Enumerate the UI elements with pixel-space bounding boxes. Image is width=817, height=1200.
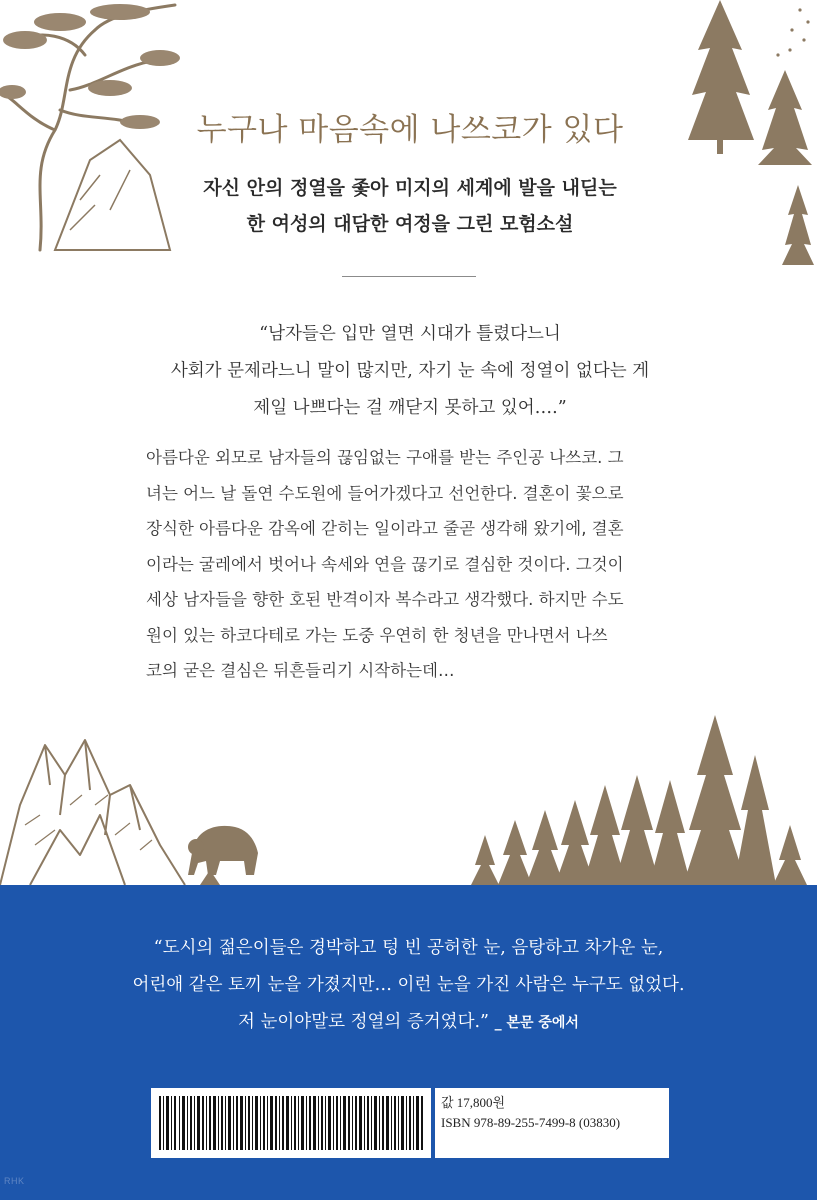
forest-illustration (465, 715, 817, 887)
fir-trees-illustration-top-right (680, 0, 817, 275)
synopsis-line: 장식한 아름다운 감옥에 갇히는 일이라고 줄곧 생각해 왔기에, 결혼 (146, 519, 624, 538)
price-label: 값 17,800원 (441, 1095, 506, 1110)
quote-line: 사회가 문제라느니 말이 많지만, 자기 눈 속에 정열이 없다는 게 (170, 361, 650, 381)
publisher-logo: RHK (4, 1176, 25, 1186)
synopsis-line: 녀는 어느 날 돌연 수도원에 들어가겠다고 선언한다. 결혼이 꽃으로 (146, 483, 624, 503)
quote-line: “남자들은 입만 열면 시대가 틀렸다느니 (259, 324, 561, 344)
subtitle-line: 한 여성의 대담한 여정을 그린 모험소설 (246, 213, 574, 235)
subtitle (130, 170, 690, 242)
synopsis-line: 원이 있는 하코다테로 가는 도중 우연히 한 청년을 만나면서 나쓰 (146, 625, 608, 645)
synopsis-line: 이라는 굴레에서 벗어나 속세와 연을 끊기로 결심한 것이다. 그것이 (146, 554, 624, 574)
subtitle-line: 자신 안의 정열을 좇아 미지의 세계에 발을 내딛는 (203, 177, 617, 199)
synopsis-line: 아름다운 외모로 남자들의 끊임없는 구애를 받는 주인공 나쓰코. 그 (146, 448, 624, 467)
excerpt-line-last (60, 1004, 757, 1042)
barcode (151, 1088, 431, 1158)
mountains-bear-illustration (0, 735, 270, 887)
synopsis-line: 세상 남자들을 향한 호된 반격이자 복수라고 생각했다. 하지만 수도 (146, 590, 624, 609)
excerpt-quote (60, 930, 757, 1042)
excerpt-line: 저 눈이야말로 정열의 증거였다.” (238, 1012, 489, 1032)
divider-line (342, 276, 476, 277)
excerpt-line: “도시의 젊은이들은 경박하고 텅 빈 공허한 눈, 음탕하고 차가운 눈, (153, 938, 664, 958)
synopsis-paragraph (146, 440, 672, 689)
barcode-bars-icon (151, 1088, 431, 1158)
character-quote (120, 316, 700, 427)
excerpt-source: _ 본문 중에서 (494, 1015, 579, 1031)
quote-line: 제일 나쁘다는 걸 깨닫지 못하고 있어….” (253, 398, 567, 418)
price-isbn-box (435, 1088, 669, 1158)
excerpt-line: 어린애 같은 토끼 눈을 가졌지만… 이런 눈을 가진 사람은 누구도 없었다. (132, 975, 685, 995)
headline-title: 누구나 마음속에 나쓰코가 있다 (196, 112, 624, 148)
isbn-label: ISBN 978-89-255-7499-8 (03830) (441, 1115, 621, 1130)
synopsis-line: 코의 굳은 결심은 뒤흔들리기 시작하는데… (146, 661, 455, 680)
